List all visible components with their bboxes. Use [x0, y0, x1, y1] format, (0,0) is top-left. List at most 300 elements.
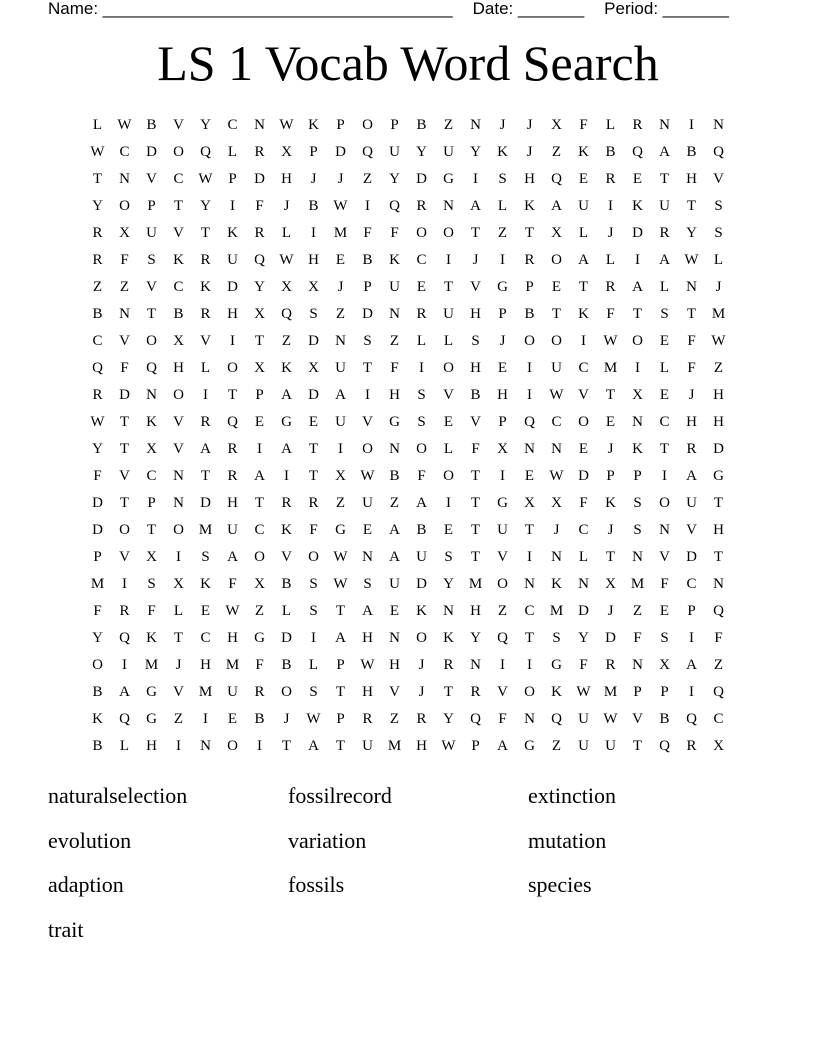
grid-letter: S	[714, 198, 723, 214]
grid-letter: I	[257, 738, 262, 754]
grid-letter: A	[416, 495, 427, 511]
grid-letter: T	[659, 441, 670, 457]
grid-letter: D	[416, 576, 427, 592]
grid-letter: Y	[578, 630, 589, 646]
grid-letter: I	[689, 117, 694, 133]
grid-letter: W	[360, 657, 375, 673]
grid-letter: C	[200, 630, 211, 646]
grid-letter: O	[173, 387, 184, 403]
grid-letter: K	[443, 630, 454, 646]
grid-letter: P	[336, 117, 345, 133]
date-field-label: Date: _______	[472, 0, 585, 18]
grid-letter: W	[198, 171, 213, 187]
grid-letter: E	[227, 711, 238, 727]
grid-letter: A	[632, 279, 643, 295]
grid-letter: R	[92, 387, 103, 403]
grid-letter: H	[281, 171, 292, 187]
grid-letter: C	[254, 522, 265, 538]
grid-letter: H	[416, 738, 427, 754]
grid-letter: I	[203, 387, 208, 403]
grid-letter: W	[603, 333, 618, 349]
grid-letter: F	[687, 360, 696, 376]
grid-letter: R	[416, 711, 427, 727]
grid-letter: I	[500, 252, 505, 268]
grid-letter: O	[173, 522, 184, 538]
grid-letter: B	[308, 198, 319, 214]
grid-letter: C	[227, 117, 238, 133]
grid-letter: R	[659, 225, 670, 241]
grid-letter: I	[689, 630, 694, 646]
grid-letter: S	[147, 576, 156, 592]
grid-letter: Z	[443, 117, 454, 133]
grid-letter: Z	[389, 333, 400, 349]
grid-row	[84, 301, 732, 328]
grid-letter: X	[173, 576, 184, 592]
grid-letter: K	[146, 414, 157, 430]
grid-letter: A	[281, 387, 292, 403]
grid-letter: B	[92, 738, 103, 754]
grid-letter: M	[198, 684, 213, 700]
grid-row	[84, 625, 732, 652]
grid-letter: I	[230, 198, 235, 214]
grid-letter: L	[659, 360, 670, 376]
grid-letter: H	[470, 360, 481, 376]
grid-letter: I	[257, 441, 262, 457]
grid-letter: Z	[281, 333, 292, 349]
grid-letter: Z	[335, 306, 346, 322]
grid-letter: B	[281, 576, 292, 592]
word-list-item: fossilrecord	[288, 783, 392, 808]
grid-letter: U	[227, 252, 238, 268]
grid-letter: W	[711, 333, 726, 349]
grid-letter: L	[92, 117, 103, 133]
grid-row	[84, 382, 732, 409]
grid-letter: Q	[686, 711, 697, 727]
grid-letter: J	[283, 711, 290, 727]
word-list-item: mutation	[528, 827, 607, 853]
grid-letter: O	[524, 684, 535, 700]
grid-letter: T	[362, 360, 373, 376]
grid-letter: W	[279, 252, 294, 268]
grid-letter: R	[308, 495, 319, 511]
grid-letter: W	[117, 117, 132, 133]
grid-letter: O	[416, 630, 427, 646]
grid-letter: N	[389, 630, 400, 646]
grid-letter: Z	[497, 603, 508, 619]
grid-letter: T	[686, 198, 697, 214]
grid-letter: D	[416, 171, 427, 187]
grid-letter: E	[578, 171, 589, 187]
grid-letter: I	[500, 468, 505, 484]
grid-letter: K	[281, 360, 292, 376]
word-list-item: species	[528, 872, 592, 897]
grid-letter: H	[362, 630, 373, 646]
grid-letter: D	[713, 441, 724, 457]
grid-letter: N	[146, 387, 157, 403]
grid-letter: U	[227, 522, 238, 538]
grid-letter: Z	[497, 225, 508, 241]
grid-letter: T	[713, 549, 724, 565]
grid-letter: A	[470, 198, 481, 214]
grid-letter: F	[93, 468, 102, 484]
grid-letter: N	[632, 657, 643, 673]
grid-letter: P	[498, 306, 507, 322]
grid-letter: G	[551, 657, 562, 673]
grid-letter: K	[416, 603, 427, 619]
grid-letter: J	[310, 171, 317, 187]
grid-letter: P	[93, 549, 102, 565]
grid-letter: N	[713, 117, 724, 133]
grid-letter: B	[281, 657, 292, 673]
grid-row	[84, 436, 732, 463]
grid-letter: Q	[227, 414, 238, 430]
grid-letter: G	[524, 738, 535, 754]
grid-letter: Q	[659, 738, 670, 754]
grid-letter: Z	[713, 657, 724, 673]
grid-letter: F	[363, 225, 372, 241]
grid-letter: N	[524, 711, 535, 727]
grid-letter: N	[173, 468, 184, 484]
grid-letter: C	[146, 468, 157, 484]
grid-letter: K	[389, 252, 400, 268]
grid-letter: K	[551, 576, 562, 592]
grid-letter: I	[338, 441, 343, 457]
grid-letter: Z	[173, 711, 184, 727]
grid-letter: H	[713, 387, 724, 403]
grid-letter: Q	[551, 711, 562, 727]
grid-letter: T	[686, 306, 697, 322]
grid-row	[84, 247, 732, 274]
grid-row	[84, 571, 732, 598]
grid-letter: Q	[200, 144, 211, 160]
grid-letter: P	[336, 711, 345, 727]
grid-letter: B	[362, 252, 373, 268]
grid-row	[84, 409, 732, 436]
grid-letter: N	[551, 549, 562, 565]
grid-letter: E	[443, 414, 454, 430]
grid-letter: W	[333, 198, 348, 214]
grid-letter: Q	[713, 684, 724, 700]
grid-letter: X	[173, 333, 184, 349]
grid-letter: P	[147, 495, 156, 511]
grid-letter: G	[389, 414, 400, 430]
grid-letter: H	[227, 495, 238, 511]
grid-letter: I	[230, 333, 235, 349]
grid-letter: M	[90, 576, 105, 592]
grid-letter: Z	[254, 603, 265, 619]
grid-letter: L	[443, 333, 454, 349]
grid-letter: M	[711, 306, 726, 322]
grid-letter: Y	[416, 144, 427, 160]
grid-letter: I	[527, 360, 532, 376]
grid-letter: U	[389, 279, 400, 295]
grid-letter: W	[306, 711, 321, 727]
grid-letter: I	[176, 738, 181, 754]
grid-letter: U	[497, 522, 508, 538]
grid-letter: E	[659, 333, 670, 349]
grid-letter: A	[308, 738, 319, 754]
grid-letter: O	[659, 495, 670, 511]
grid-letter: N	[443, 198, 454, 214]
grid-letter: V	[470, 279, 481, 295]
grid-letter: J	[472, 252, 479, 268]
grid-letter: Y	[200, 198, 211, 214]
grid-letter: J	[607, 441, 614, 457]
grid-letter: E	[416, 279, 427, 295]
grid-letter: V	[578, 387, 589, 403]
grid-letter: R	[416, 198, 427, 214]
grid-letter: W	[333, 549, 348, 565]
grid-letter: L	[497, 198, 508, 214]
grid-letter: T	[443, 279, 454, 295]
grid-letter: H	[686, 414, 697, 430]
grid-letter: L	[227, 144, 238, 160]
word-list-item: trait	[48, 916, 84, 942]
grid-letter: S	[552, 630, 561, 646]
grid-letter: Z	[335, 495, 346, 511]
grid-letter: T	[524, 225, 535, 241]
grid-letter: V	[173, 117, 184, 133]
grid-letter: G	[443, 171, 454, 187]
grid-letter: I	[662, 468, 667, 484]
grid-letter: R	[200, 252, 211, 268]
grid-letter: S	[498, 171, 507, 187]
grid-letter: M	[468, 576, 483, 592]
grid-letter: B	[686, 144, 697, 160]
grid-letter: O	[362, 441, 373, 457]
grid-letter: F	[579, 657, 588, 673]
grid-letter: F	[147, 603, 156, 619]
grid-letter: R	[227, 468, 238, 484]
grid-letter: K	[605, 495, 616, 511]
grid-letter: V	[146, 171, 157, 187]
grid-letter: Z	[713, 360, 724, 376]
grid-letter: H	[200, 657, 211, 673]
grid-letter: C	[713, 711, 724, 727]
grid-letter: K	[632, 198, 643, 214]
grid-letter: H	[713, 414, 724, 430]
grid-letter: I	[122, 657, 127, 673]
grid-letter: P	[633, 684, 642, 700]
grid-letter: I	[689, 684, 694, 700]
grid-letter: V	[686, 522, 697, 538]
grid-letter: S	[309, 576, 318, 592]
grid-letter: D	[362, 306, 373, 322]
grid-letter: A	[254, 468, 265, 484]
grid-letter: V	[119, 333, 130, 349]
grid-letter: I	[365, 387, 370, 403]
grid-letter: I	[311, 225, 316, 241]
grid-letter: O	[578, 414, 589, 430]
grid-letter: R	[605, 279, 616, 295]
grid-letter: T	[173, 630, 184, 646]
grid-letter: H	[227, 306, 238, 322]
grid-letter: A	[659, 144, 670, 160]
word-list	[48, 778, 768, 956]
grid-letter: R	[281, 495, 292, 511]
grid-letter: Y	[389, 171, 400, 187]
grid-letter: X	[551, 225, 562, 241]
grid-letter: Y	[443, 576, 454, 592]
grid-letter: I	[311, 630, 316, 646]
grid-letter: H	[470, 306, 481, 322]
grid-letter: K	[281, 522, 292, 538]
grid-letter: K	[146, 630, 157, 646]
grid-letter: S	[471, 333, 480, 349]
grid-letter: E	[308, 414, 319, 430]
grid-letter: A	[686, 468, 697, 484]
grid-letter: B	[173, 306, 184, 322]
grid-letter: P	[633, 468, 642, 484]
grid-letter: Y	[470, 144, 481, 160]
grid-row	[84, 112, 732, 139]
grid-letter: E	[659, 387, 670, 403]
grid-letter: S	[201, 549, 210, 565]
grid-letter: F	[606, 306, 615, 322]
grid-letter: Y	[686, 225, 697, 241]
grid-letter: N	[200, 738, 211, 754]
grid-letter: O	[632, 333, 643, 349]
grid-letter: W	[279, 117, 294, 133]
grid-letter: N	[659, 522, 670, 538]
grid-letter: D	[281, 630, 292, 646]
grid-letter: Z	[389, 495, 400, 511]
grid-letter: K	[551, 684, 562, 700]
grid-letter: G	[281, 414, 292, 430]
grid-letter: E	[632, 171, 643, 187]
grid-letter: D	[227, 279, 238, 295]
grid-letter: K	[92, 711, 103, 727]
grid-letter: X	[254, 360, 265, 376]
grid-letter: T	[470, 225, 481, 241]
grid-letter: L	[443, 441, 454, 457]
grid-letter: T	[254, 495, 265, 511]
grid-row	[84, 355, 732, 382]
grid-letter: R	[632, 117, 643, 133]
grid-letter: P	[390, 117, 399, 133]
grid-row	[84, 598, 732, 625]
grid-letter: P	[660, 684, 669, 700]
grid-letter: L	[281, 225, 292, 241]
grid-letter: D	[308, 387, 319, 403]
grid-letter: A	[389, 522, 400, 538]
grid-letter: X	[146, 441, 157, 457]
grid-letter: V	[497, 549, 508, 565]
grid-letter: L	[659, 279, 670, 295]
grid-letter: F	[579, 117, 588, 133]
grid-letter: O	[92, 657, 103, 673]
grid-row	[84, 706, 732, 733]
grid-letter: S	[309, 306, 318, 322]
grid-letter: X	[551, 495, 562, 511]
grid-letter: D	[632, 225, 643, 241]
grid-letter: D	[686, 549, 697, 565]
grid-letter: M	[225, 657, 240, 673]
grid-letter: B	[254, 711, 265, 727]
grid-letter: W	[333, 576, 348, 592]
grid-letter: N	[524, 576, 535, 592]
grid-letter: R	[119, 603, 130, 619]
grid-letter: N	[119, 171, 130, 187]
grid-letter: H	[227, 630, 238, 646]
grid-letter: D	[200, 495, 211, 511]
grid-letter: O	[119, 522, 130, 538]
grid-letter: C	[578, 360, 589, 376]
grid-letter: E	[389, 603, 400, 619]
grid-letter: O	[524, 333, 535, 349]
grid-letter: V	[281, 549, 292, 565]
grid-letter: P	[336, 657, 345, 673]
grid-letter: U	[578, 738, 589, 754]
grid-letter: V	[119, 468, 130, 484]
grid-letter: P	[363, 279, 372, 295]
grid-letter: D	[308, 333, 319, 349]
grid-letter: F	[309, 522, 318, 538]
grid-row	[84, 733, 732, 760]
grid-letter: T	[551, 306, 562, 322]
grid-letter: T	[713, 495, 724, 511]
grid-letter: O	[497, 576, 508, 592]
word-list-item: adaption	[48, 872, 124, 897]
grid-letter: X	[119, 225, 130, 241]
grid-letter: J	[499, 117, 506, 133]
grid-letter: U	[227, 684, 238, 700]
grid-letter: J	[688, 387, 695, 403]
grid-letter: R	[92, 225, 103, 241]
grid-letter: H	[389, 657, 400, 673]
grid-letter: T	[335, 684, 346, 700]
grid-letter: N	[443, 603, 454, 619]
word-list-item: extinction	[528, 783, 616, 808]
grid-letter: V	[362, 414, 373, 430]
grid-letter: N	[470, 117, 481, 133]
grid-letter: V	[173, 684, 184, 700]
grid-letter: F	[390, 225, 399, 241]
grid-letter: Y	[443, 711, 454, 727]
grid-letter: V	[173, 414, 184, 430]
grid-letter: N	[659, 117, 670, 133]
grid-letter: K	[497, 144, 508, 160]
grid-letter: F	[687, 333, 696, 349]
grid-letter: U	[686, 495, 697, 511]
grid-letter: L	[200, 360, 211, 376]
grid-letter: O	[173, 144, 184, 160]
grid-letter: R	[443, 657, 454, 673]
grid-letter: L	[713, 252, 724, 268]
grid-letter: K	[524, 198, 535, 214]
grid-letter: L	[605, 117, 616, 133]
grid-letter: X	[713, 738, 724, 754]
grid-letter: S	[417, 387, 426, 403]
grid-letter: F	[255, 198, 264, 214]
grid-row	[84, 544, 732, 571]
grid-letter: R	[362, 711, 373, 727]
grid-letter: M	[630, 576, 645, 592]
grid-letter: P	[687, 603, 696, 619]
grid-letter: T	[254, 333, 265, 349]
grid-letter: I	[122, 576, 127, 592]
grid-letter: H	[389, 387, 400, 403]
grid-letter: H	[524, 171, 535, 187]
grid-letter: C	[524, 603, 535, 619]
grid-letter: J	[715, 279, 722, 295]
grid-letter: L	[119, 738, 130, 754]
grid-letter: R	[686, 738, 697, 754]
grid-letter: D	[335, 144, 346, 160]
grid-letter: M	[144, 657, 159, 673]
grid-letter: T	[659, 171, 670, 187]
grid-letter: C	[551, 414, 562, 430]
